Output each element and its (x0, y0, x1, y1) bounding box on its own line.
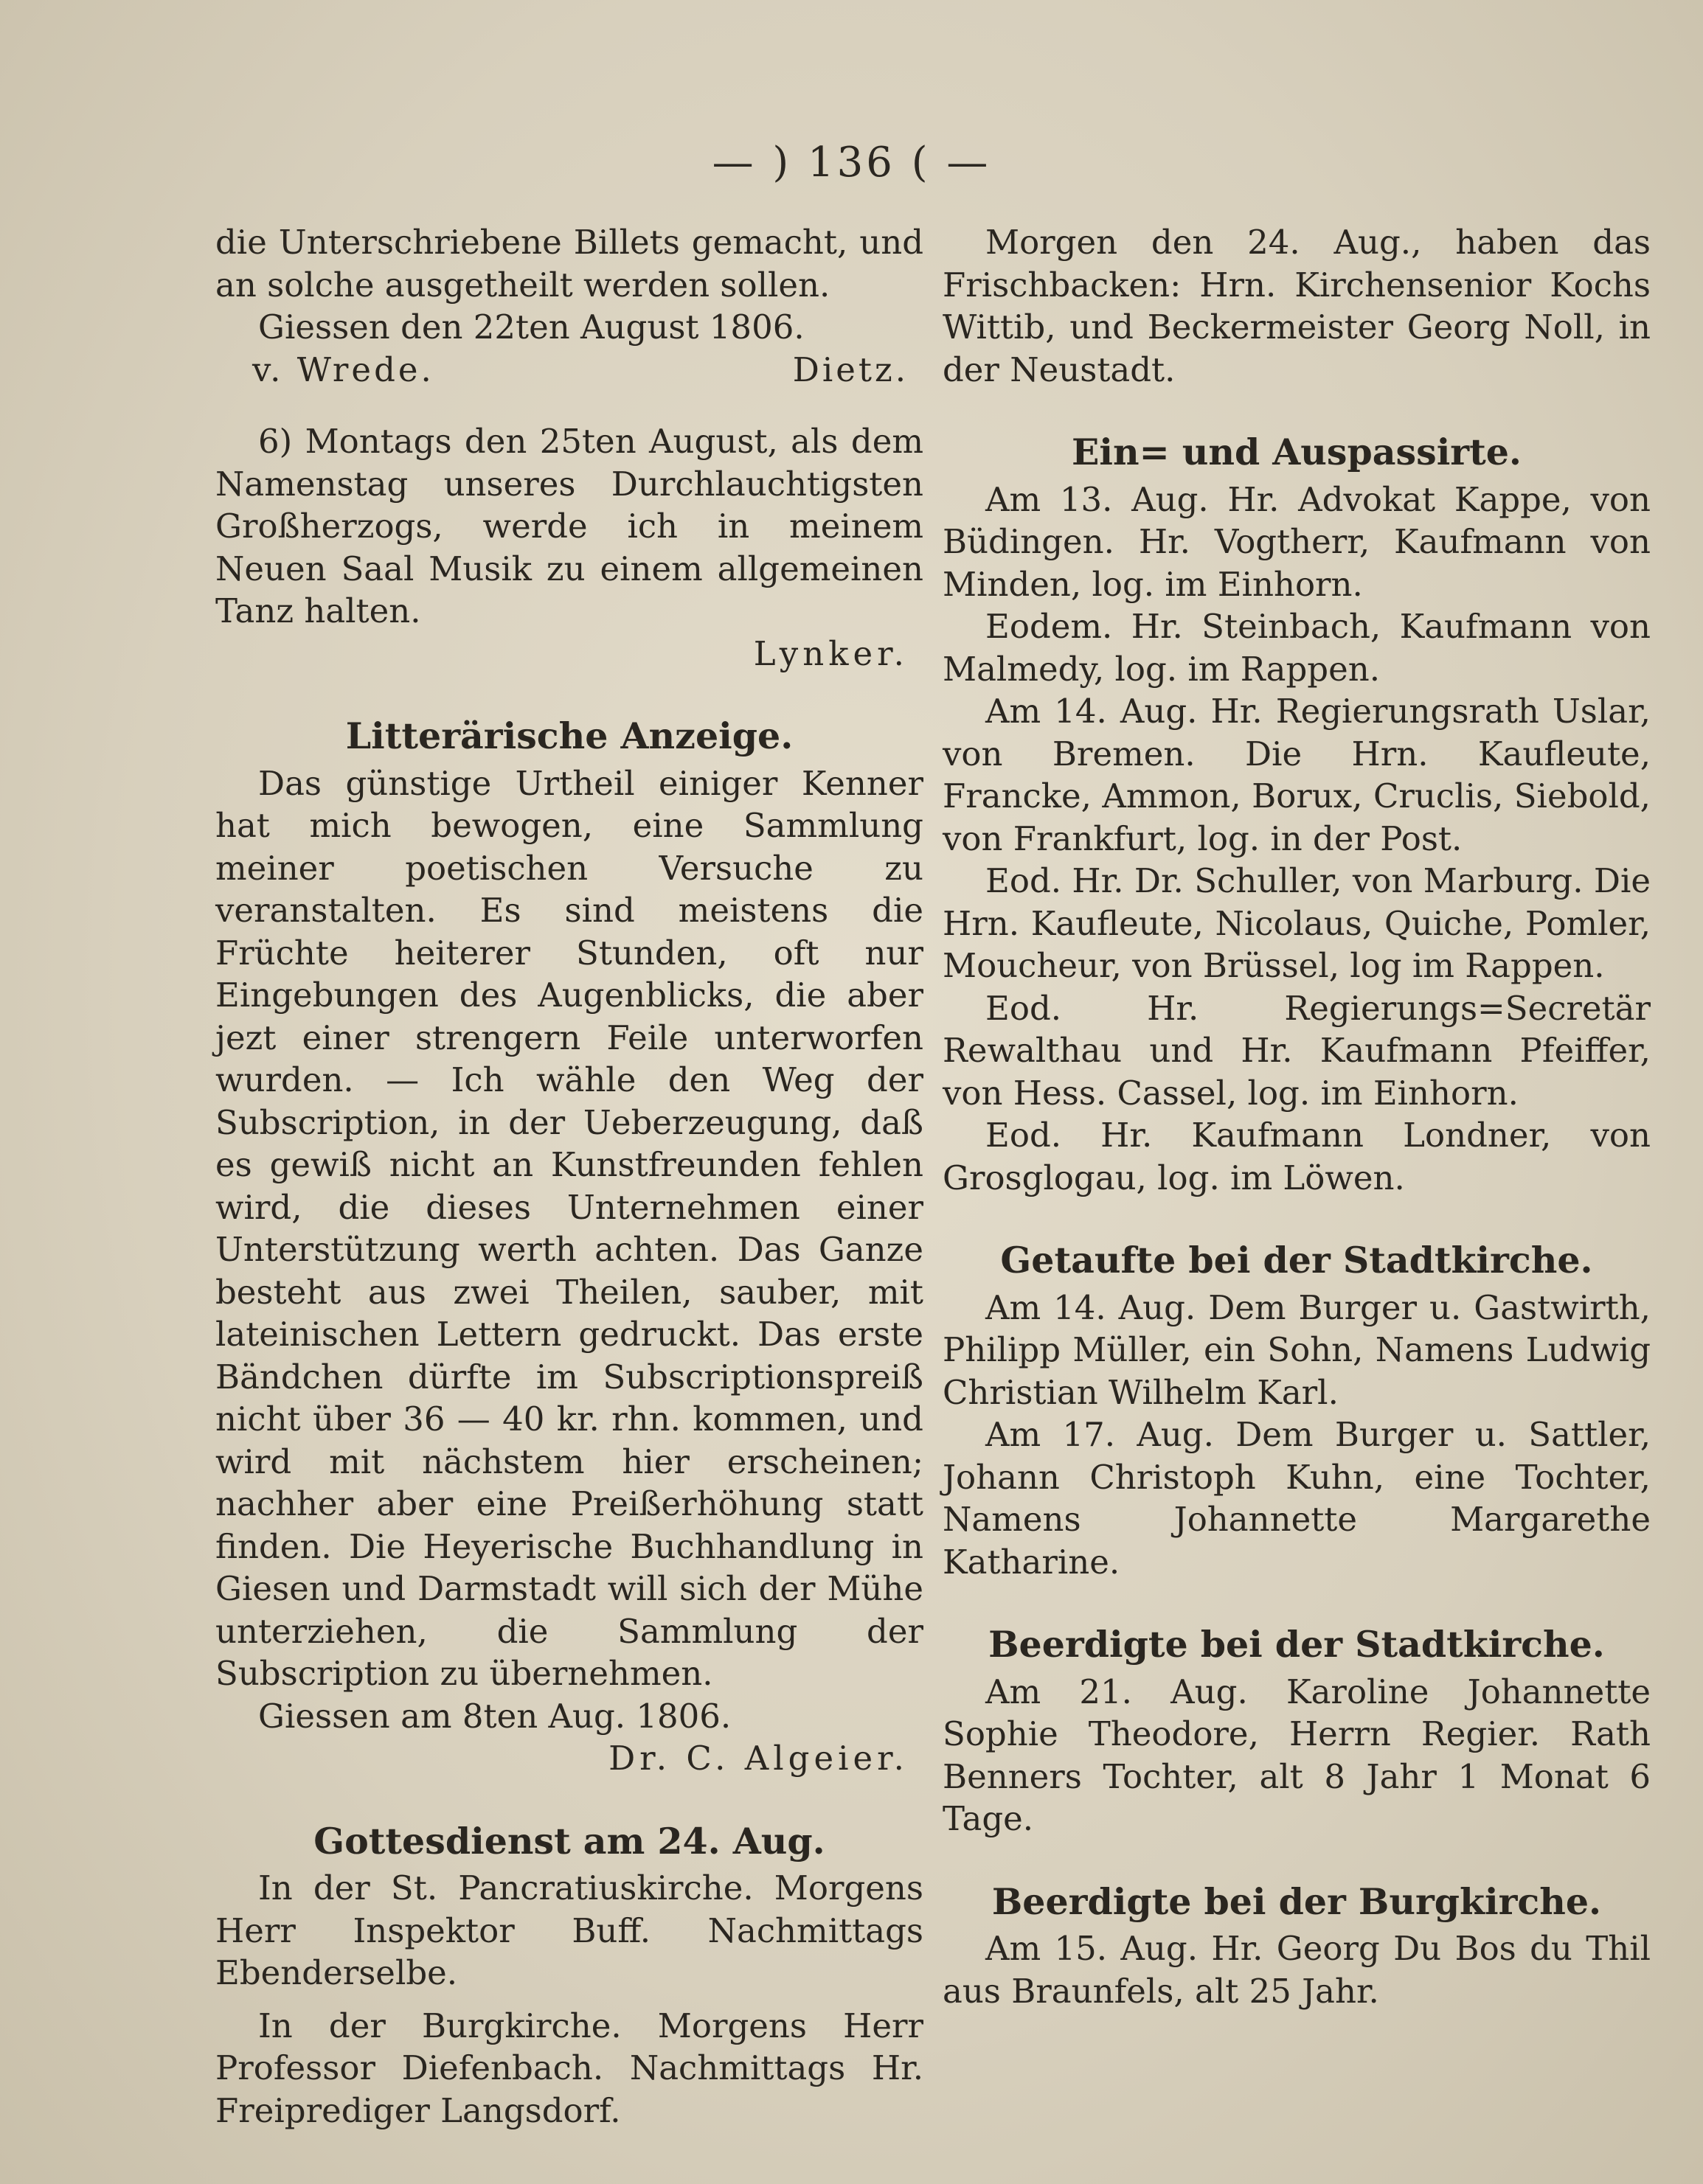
list-item: Am 14. Aug. Hr. Regierungsrath Uslar, von Bremen. Die Hrn. Kaufleute, Francke, Ammon, Borux, Cruclis, Siebold, von Frankfurt, log. in der Post. (943, 692, 1651, 858)
dateline: Giessen den 22ten August 1806. (258, 307, 805, 347)
signature: Lynker. (753, 633, 909, 673)
list-item: Am 14. Aug. Dem Burger u. Gastwirth, Philipp Müller, ein Sohn, Namens Ludwig Christian Wilhelm Karl. (943, 1287, 1651, 1412)
signature-name: v. Wrede. (252, 349, 434, 389)
paragraph: In der St. Pancratiuskirche. Morgens Herr Inspektor Buff. Nachmittags Ebenderselbe. (215, 1868, 923, 1992)
section-heading: Litterärische Anzeige. (345, 714, 794, 757)
paragraph: 6) Montags den 25ten August, als dem Namenstag unseres Durchlauchtigsten Großherzogs, werde ich in meinem Neuen Saal Musik zu einem allgemeinen Tanz halten. (215, 422, 923, 630)
paragraph: die Unterschriebene Billets gemacht, und an solche ausgetheilt werden sollen. (215, 223, 923, 305)
left-column (215, 221, 923, 2132)
section-heading: Ein= und Auspassirte. (1072, 431, 1522, 473)
paragraph: In der Burgkirche. Morgens Herr Professor Diefenbach. Nachmittags Hr. Freiprediger Langsdorf. (215, 2006, 923, 2130)
section-heading: Beerdigte bei der Burgkirche. (991, 1879, 1602, 1923)
list-item: Eod. Hr. Kaufmann Londner, von Grosglogau, log. im Löwen. (943, 1116, 1651, 1197)
section-heading: Gottesdienst am 24. Aug. (313, 1819, 825, 1863)
list-item: Am 15. Aug. Hr. Georg Du Bos du Thil aus Braunfels, alt 25 Jahr. (943, 1929, 1651, 2011)
signature: Dr. C. Algeier. (608, 1739, 909, 1778)
list-item: Am 17. Aug. Dem Burger u. Sattler, Johann Christoph Kuhn, eine Tochter, Namens Johannette Margarethe Katharine. (943, 1415, 1651, 1582)
section-heading: Getaufte bei der Stadtkirche. (1000, 1239, 1593, 1281)
list-item: Am 21. Aug. Karoline Johannette Sophie Theodore, Herrn Regier. Rath Benners Tochter, alt 8 Jahr 1 Monat 6 Tage. (943, 1672, 1651, 1838)
list-item: Eodem. Hr. Steinbach, Kaufmann von Malmedy, log. im Rappen. (943, 607, 1651, 689)
signature-name: Dietz. (792, 349, 909, 389)
page-number: — ) 136 ( — (712, 139, 991, 187)
list-item: Eod. Hr. Dr. Schuller, von Marburg. Die Hrn. Kaufleute, Nicolaus, Quiche, Pomler, Moucheur, von Brüssel, log im Rappen. (943, 861, 1651, 985)
list-item: Eod. Hr. Regierungs=Secretär Rewalthau und Hr. Kaufmann Pfeiffer, von Hess. Cassel, log. im Einhorn. (943, 988, 1651, 1113)
paragraph: Morgen den 24. Aug., haben das Frischbacken: Hrn. Kirchensenior Kochs Wittib, und Beckermeister Georg Noll, in der Neustadt. (943, 223, 1651, 389)
paragraph: Das günstige Urtheil einiger Kenner hat mich bewogen, eine Sammlung meiner poetischen Versuche zu veranstalten. Es sind meistens die Früchte heiterer Stunden, oft nur Eingebungen des Augenblicks, die aber jezt einer strengern Feile unterworfen wurden. — Ich wähle den Weg der Subscription, in der Ueberzeugung, daß es gewiß nicht an Kunstfreunden fehlen wird, die dieses Unternehmen einer Unterstützung werth achten. Das Ganze besteht aus zwei Theilen, sauber, mit lateinischen Lettern gedruckt. Das erste Bändchen dürfte im Subscriptionspreiß nicht über 36 — 40 kr. rhn. kommen, und wird mit nächstem hier erscheinen; nachher aber eine Preißerhöhung statt finden. Die Heyerische Buchhandlung in Giesen und Darmstadt will sich der Mühe unterziehen, die Sammlung der Subscription zu übernehmen. (215, 763, 923, 1693)
list-item: Am 13. Aug. Hr. Advokat Kappe, von Büdingen. Hr. Vogtherr, Kaufmann von Minden, log. im Einhorn. (943, 479, 1651, 604)
right-column (943, 221, 1651, 2012)
section-heading: Beerdigte bei der Stadtkirche. (988, 1623, 1605, 1666)
dateline: Giessen am 8ten Aug. 1806. (258, 1696, 732, 1736)
signature (215, 349, 923, 392)
